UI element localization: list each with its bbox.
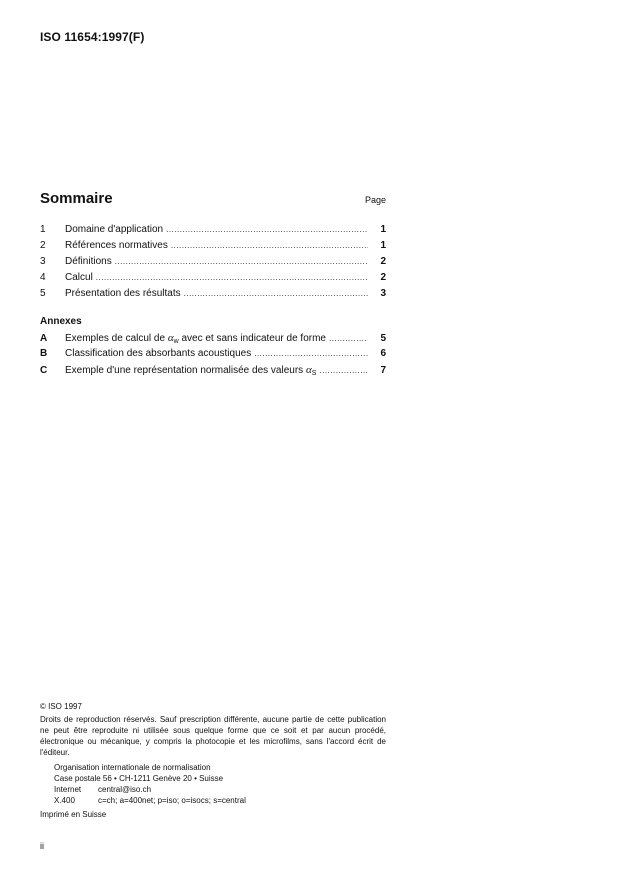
toc-entry-page: 2: [380, 256, 386, 267]
toc-entry[interactable]: [40, 288, 386, 304]
toc-entry-page: 2: [380, 272, 386, 283]
copyright-notice: © ISO 1997: [40, 702, 82, 711]
x400-key: X.400: [54, 796, 75, 805]
annex-letter: C: [40, 365, 48, 376]
annex-label-before: Exemples de calcul de: [65, 333, 166, 344]
toc-entry-number: 2: [40, 240, 46, 251]
annex-label: [65, 364, 316, 377]
toc-leader-dots: [254, 349, 368, 358]
toc-entry-label: Références normatives: [65, 240, 168, 251]
toc-entry-number: 4: [40, 272, 46, 283]
annex-label-before: Exemple d'une représentation normalisée des valeurs: [65, 365, 304, 376]
toc-leader-dots: [319, 366, 368, 375]
toc-leader-dots: [166, 225, 368, 234]
annex-page: 7: [380, 365, 386, 376]
toc-entry-label: Définitions: [65, 256, 112, 267]
annexes-heading: Annexes: [40, 316, 82, 327]
toc-entry-number: 1: [40, 224, 46, 235]
alpha-subscript: S: [311, 370, 317, 377]
publisher-address: [54, 762, 386, 806]
toc-entry-label: Présentation des résultats: [65, 288, 181, 299]
annex-entry[interactable]: [40, 364, 386, 380]
annex-page: 6: [380, 348, 386, 359]
x400-address: c=ch; a=400net; p=iso; o=isocs; s=central: [98, 796, 246, 805]
toc-entry-page: 1: [380, 224, 386, 235]
annex-label: [65, 332, 326, 345]
toc-entry[interactable]: [40, 224, 386, 240]
toc-leader-dots: [184, 289, 368, 298]
annex-label-after: avec et sans indicateur de forme: [181, 333, 326, 344]
toc-entry[interactable]: [40, 240, 386, 256]
page-number: ii: [40, 841, 44, 851]
toc-entry-number: 5: [40, 288, 46, 299]
annex-entry[interactable]: [40, 332, 386, 348]
copyright-block: [40, 701, 386, 820]
annex-label: Classification des absorbants acoustiques: [65, 348, 252, 359]
toc-entry-page: 1: [380, 240, 386, 251]
toc-entry-label: Domaine d'application: [65, 224, 164, 235]
postal-address: Case postale 56 • CH-1211 Genève 20 • Suisse: [54, 774, 224, 783]
annex-entry[interactable]: [40, 348, 386, 364]
internet-key: Internet: [54, 785, 82, 794]
internet-address[interactable]: central@iso.ch: [98, 785, 152, 794]
rights-statement: Droits de reproduction réservés. Sauf prescription différente, aucune partie de cette publication ne peut être reproduite ni utilisée sous quelque forme que ce soit et par aucun procédé, électronique ou mécanique, y compris la photocopie et les microfilms, sans l'accord écrit de l'éditeur.: [40, 715, 386, 757]
toc-leader-dots: [329, 334, 368, 343]
toc-heading-row: [40, 190, 386, 214]
alpha-subscript: w: [173, 338, 179, 345]
toc-page-label: Page: [364, 195, 386, 205]
alpha-symbol: α: [305, 364, 312, 376]
table-of-contents: [40, 190, 386, 380]
toc-title: Sommaire: [40, 190, 113, 207]
toc-entry[interactable]: [40, 256, 386, 272]
annex-page: 5: [380, 333, 386, 344]
document-header: ISO 11654:1997(F): [40, 30, 145, 44]
toc-entry-label: Calcul: [65, 272, 93, 283]
annex-letter: B: [40, 348, 48, 359]
annex-letter: A: [40, 333, 48, 344]
alpha-symbol: α: [167, 332, 174, 344]
toc-entry-page: 3: [380, 288, 386, 299]
toc-leader-dots: [115, 257, 368, 266]
internet-row: [54, 784, 386, 795]
organization-name: Organisation internationale de normalisation: [54, 763, 211, 772]
toc-leader-dots: [171, 241, 368, 250]
printed-in: Imprimé en Suisse: [40, 810, 107, 819]
toc-entry-number: 3: [40, 256, 46, 267]
x400-row: [54, 795, 386, 806]
toc-entry[interactable]: [40, 272, 386, 288]
toc-leader-dots: [96, 273, 368, 282]
